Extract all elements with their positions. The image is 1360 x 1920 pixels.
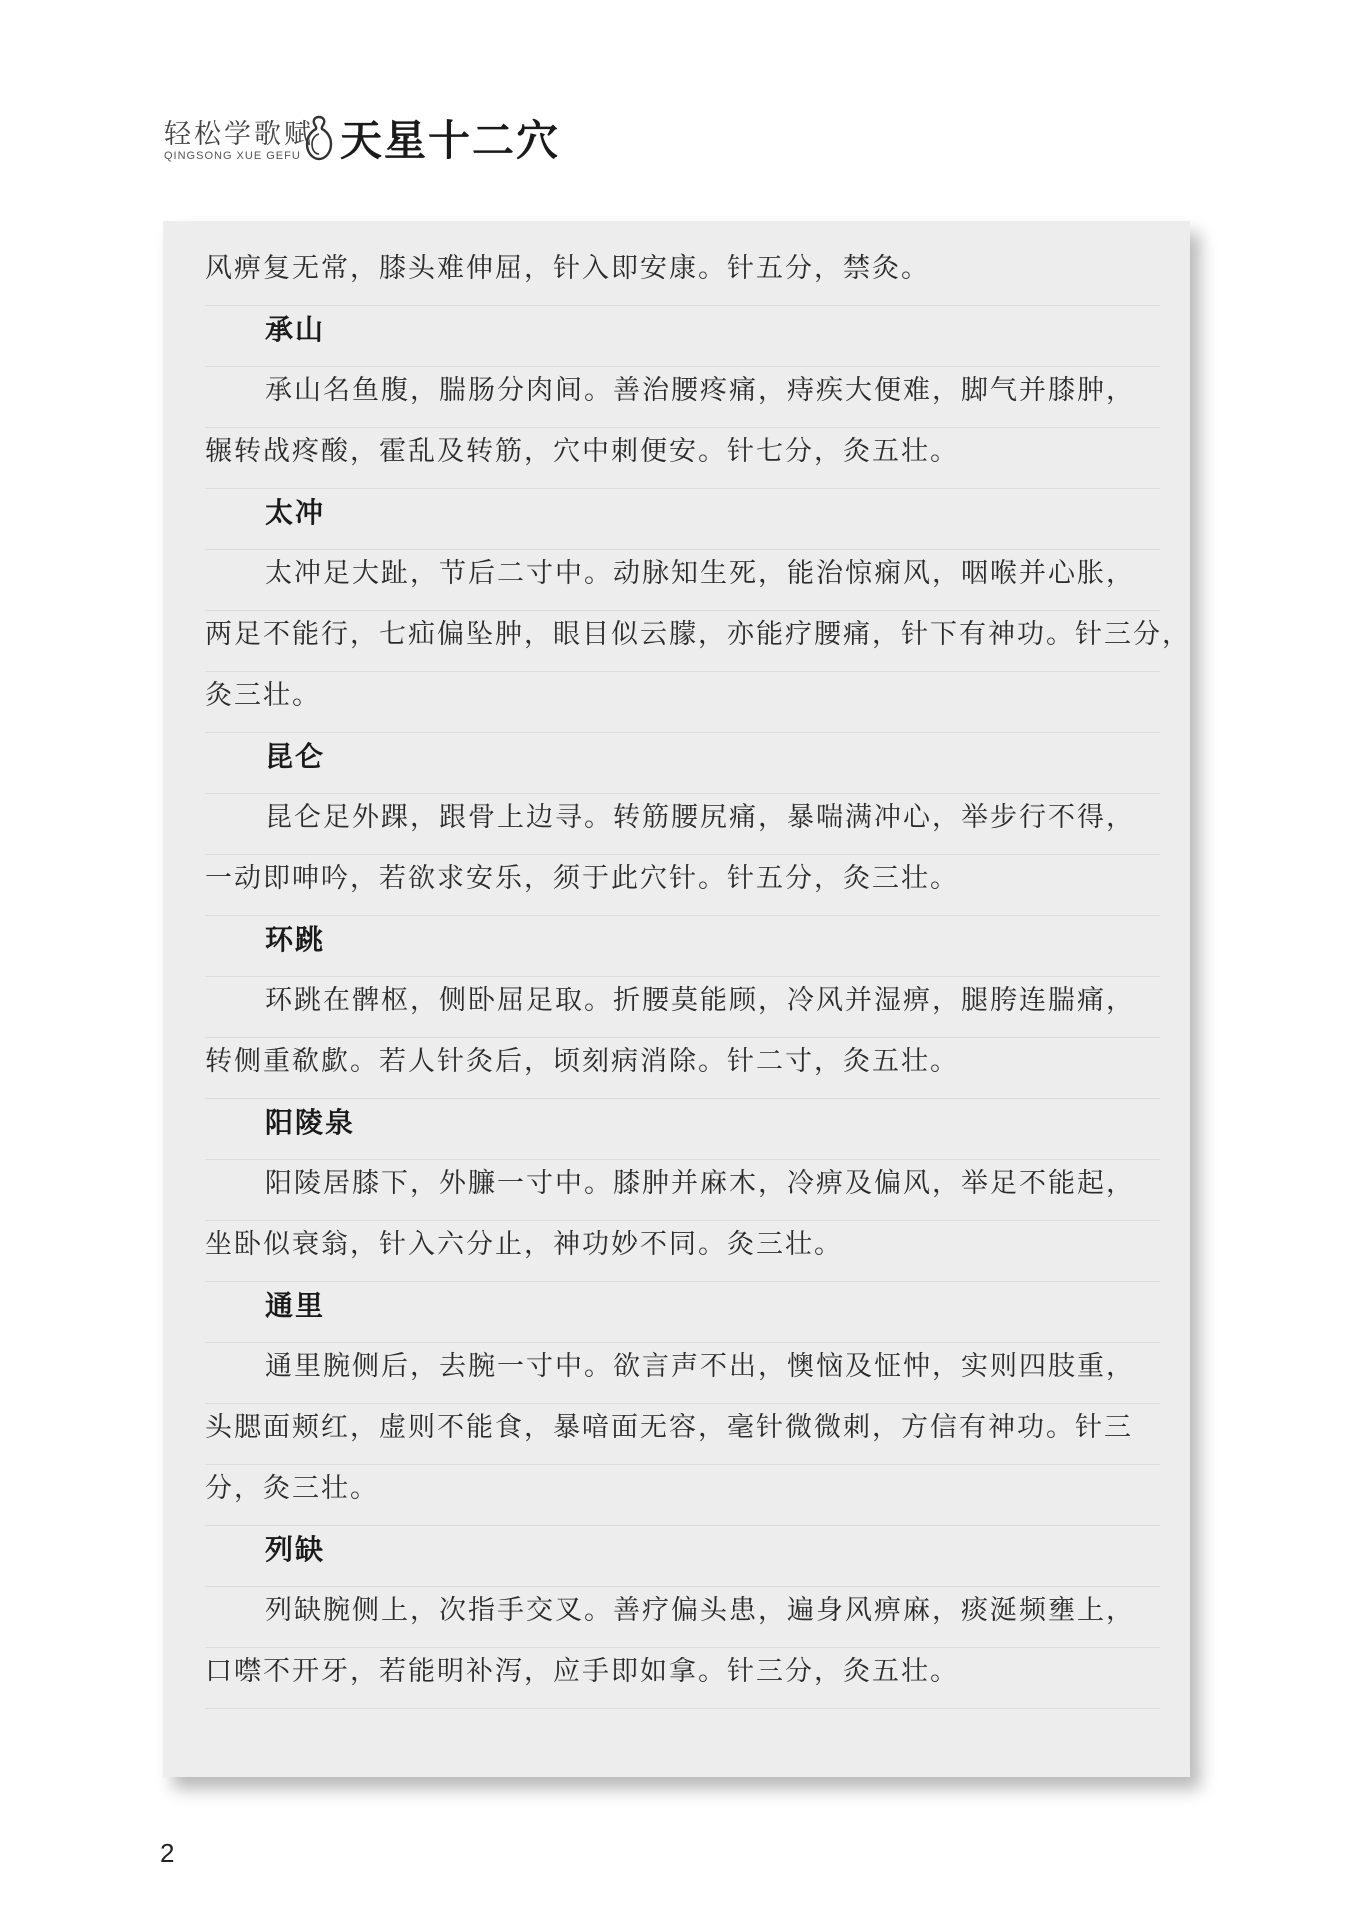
text-line: 昆仑足外踝，跟骨上边寻。转筋腰尻痛，暴喘满冲心，举步行不得，: [205, 794, 1160, 855]
text-line: 通里腕侧后，去腕一寸中。欲言声不出，懊恼及怔忡，实则四肢重，: [205, 1343, 1160, 1404]
book-title: 天星十二穴: [340, 116, 561, 165]
text-line: 承山名鱼腹，腨肠分肉间。善治腰疼痛，痔疾大便难，脚气并膝肿，: [205, 367, 1160, 428]
section-heading: 太冲: [205, 489, 1160, 550]
text-line: 环跳在髀枢，侧卧屈足取。折腰莫能顾，冷风并湿痹，腿胯连腨痛，: [205, 977, 1160, 1038]
text-line: 口噤不开牙，若能明补泻，应手即如拿。针三分，灸五壮。: [205, 1648, 1160, 1709]
text-line: 辗转战疼酸，霍乱及转筋，穴中刺便安。针七分，灸五壮。: [205, 428, 1160, 489]
text-panel: [163, 221, 1190, 1777]
section-heading: 通里: [205, 1282, 1160, 1343]
section-heading: 昆仑: [205, 733, 1160, 794]
series-pinyin: QINGSONG XUE GEFU: [164, 150, 301, 162]
text-line: 坐卧似衰翁，针入六分止，神功妙不同。灸三壮。: [205, 1221, 1160, 1282]
section-heading: 环跳: [205, 916, 1160, 977]
series-title: 轻松学歌赋: [164, 119, 314, 150]
section-heading: 阳陵泉: [205, 1099, 1160, 1160]
text-line: 头腮面颊红，虚则不能食，暴喑面无容，毫针微微刺，方信有神功。针三: [205, 1404, 1160, 1465]
text-line: 太冲足大趾，节后二寸中。动脉知生死，能治惊痫风，咽喉并心胀，: [205, 550, 1160, 611]
section-heading: 承山: [205, 306, 1160, 367]
text-line: 风痹复无常，膝头难伸屈，针入即安康。针五分，禁灸。: [205, 245, 1160, 306]
text-line: 灸三壮。: [205, 672, 1160, 733]
text-line: 转侧重欷歔。若人针灸后，顷刻病消除。针二寸，灸五壮。: [205, 1038, 1160, 1099]
text-lines: [205, 245, 1191, 1709]
text-line: 分，灸三壮。: [205, 1465, 1160, 1526]
section-heading: 列缺: [205, 1526, 1160, 1587]
text-line: 一动即呻吟，若欲求安乐，须于此穴针。针五分，灸三壮。: [205, 855, 1160, 916]
gourd-icon: [304, 114, 334, 162]
text-line: 列缺腕侧上，次指手交叉。善疗偏头患，遍身风痹麻，痰涎频壅上，: [205, 1587, 1160, 1648]
text-line: 两足不能行，七疝偏坠肿，眼目似云朦，亦能疗腰痛，针下有神功。针三分，: [205, 611, 1160, 672]
text-line: 阳陵居膝下，外臁一寸中。膝肿并麻木，冷痹及偏风，举足不能起，: [205, 1160, 1160, 1221]
page-number: 2: [160, 1838, 175, 1868]
